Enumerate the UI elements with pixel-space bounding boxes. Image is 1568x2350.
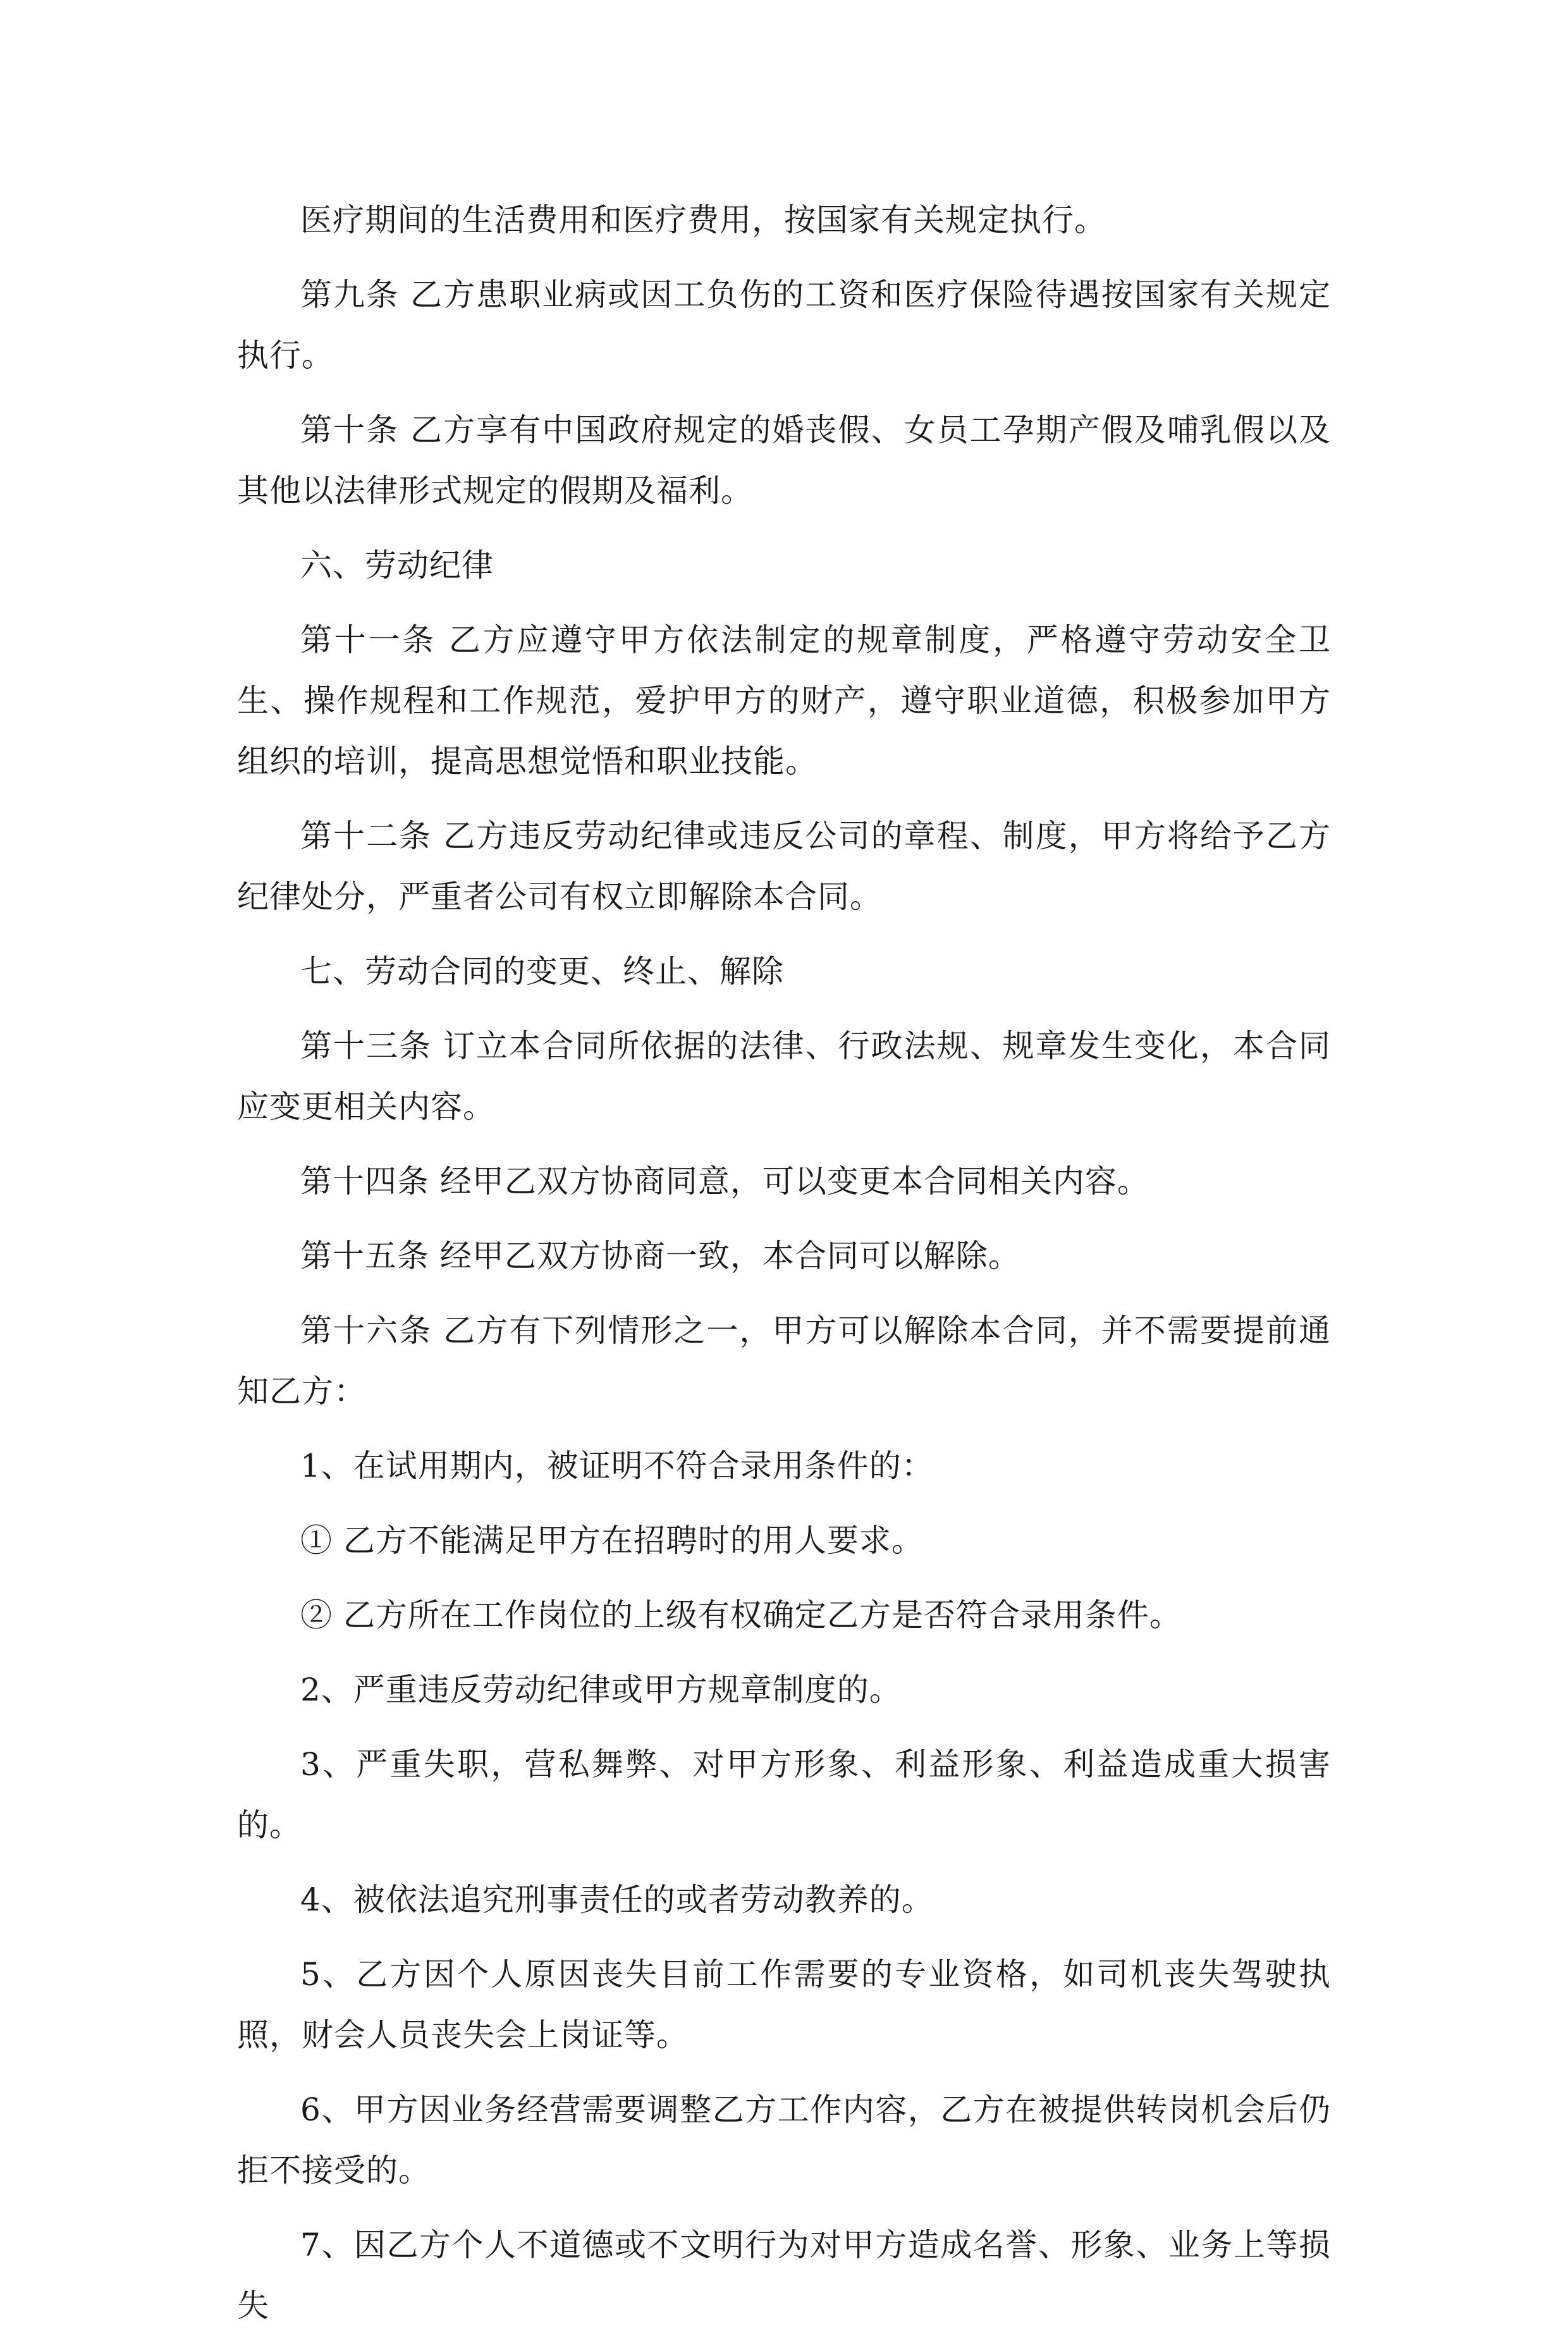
list-item-1: 1、在试用期内，被证明不符合录用条件的： [300, 1448, 934, 1484]
sub-item-2: ② 乙方所在工作岗位的上级有权确定乙方是否符合录用条件。 [300, 1597, 1182, 1633]
article-11: 第十一条 乙方应遵守甲方依法制定的规章制度，严格遵守劳动安全卫生、操作规程和工作规范，爱护甲方的财产，遵守职业道德，积极参加甲方组织的培训，提高思想觉悟和职业技能。 [237, 622, 1331, 780]
article-9: 第九条 乙方患职业病或因工负伤的工资和医疗保险待遇按国家有关规定执行。 [237, 276, 1331, 374]
article-14: 第十四条 经甲乙双方协商同意，可以变更本合同相关内容。 [300, 1163, 1149, 1200]
section-heading-contract-change: 七、劳动合同的变更、终止、解除 [300, 953, 784, 990]
document-body [237, 190, 1331, 2350]
section-heading-labor-discipline: 六、劳动纪律 [300, 547, 494, 584]
list-item-6: 6、甲方因业务经营需要调整乙方工作内容，乙方在被提供转岗机会后仍拒不接受的。 [237, 2091, 1331, 2189]
article-13: 第十三条 订立本合同所依据的法律、行政法规、规章发生变化，本合同应变更相关内容。 [237, 1028, 1331, 1125]
article-10: 第十条 乙方享有中国政府规定的婚丧假、女员工孕期产假及哺乳假以及其他以法律形式规定的假期及福利。 [237, 412, 1331, 509]
list-item-3: 3、严重失职，营私舞弊、对甲方形象、利益形象、利益造成重大损害的。 [237, 1746, 1331, 1843]
list-item-2: 2、严重违反劳动纪律或甲方规章制度的。 [300, 1671, 902, 1708]
sub-item-1: ① 乙方不能满足甲方在招聘时的用人要求。 [300, 1522, 924, 1559]
paragraph-medical-expenses: 医疗期间的生活费用和医疗费用，按国家有关规定执行。 [300, 202, 1106, 238]
article-12: 第十二条 乙方违反劳动纪律或违反公司的章程、制度，甲方将给予乙方纪律处分，严重者公司有权立即解除本合同。 [237, 818, 1331, 915]
article-15: 第十五条 经甲乙双方协商一致，本合同可以解除。 [300, 1238, 1020, 1274]
list-item-4: 4、被依法追究刑事责任的或者劳动教养的。 [300, 1881, 934, 1918]
list-item-7: 7、因乙方个人不道德或不文明行为对甲方造成名誉、形象、业务上等损失 [237, 2227, 1331, 2324]
list-item-5: 5、乙方因个人原因丧失目前工作需要的专业资格，如司机丧失驾驶执照，财会人员丧失会上岗证等。 [237, 1956, 1331, 2053]
article-16: 第十六条 乙方有下列情形之一，甲方可以解除本合同，并不需要提前通知乙方： [237, 1312, 1331, 1410]
